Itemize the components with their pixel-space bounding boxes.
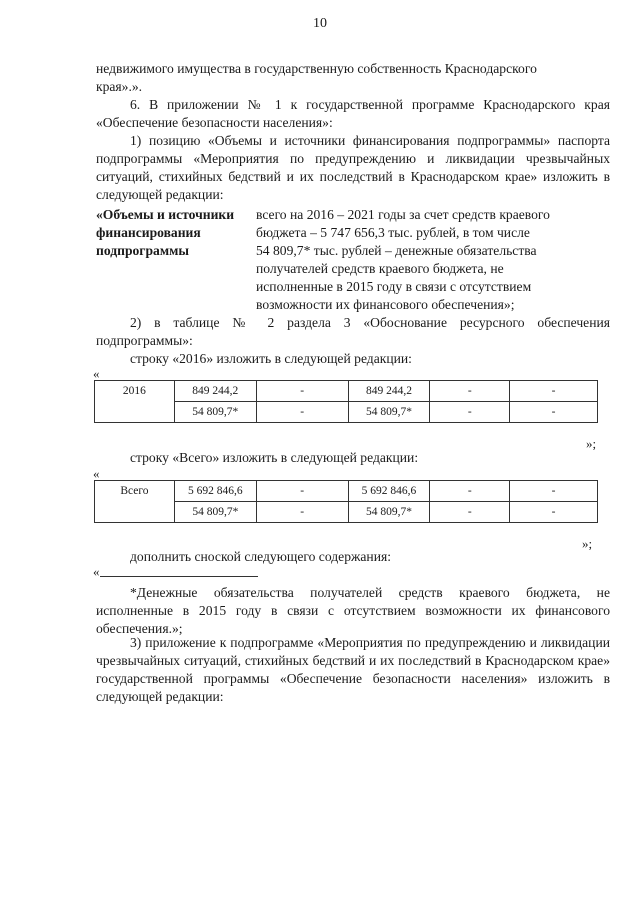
footnote-text: *Денежные обязательства получателей средств краевого бюджета, не исполненные в 2015 году в связи с отсутствием возможности их финансового обеспечения.»;: [96, 585, 610, 636]
table-cell: -: [430, 481, 510, 502]
item-6-paragraph: 6. В приложении № 1 к государственной программе Краснодарского края «Обеспечение безопасности населения»:: [96, 97, 610, 130]
table-cell: 54 809,7*: [174, 502, 256, 523]
table-cell: -: [430, 402, 510, 423]
passport-value-line: возможности их финансового обеспечения»;: [256, 297, 515, 312]
table-row: [95, 381, 598, 402]
table-cell: 5 692 846,6: [348, 481, 430, 502]
table-cell: 54 809,7*: [348, 502, 430, 523]
table-row-2016: [94, 380, 598, 423]
table-cell: -: [256, 502, 348, 523]
passport-label: [96, 206, 256, 260]
passport-value-line: 54 809,7* тыс. рублей – денежные обязательства: [256, 243, 537, 258]
table-cell: 849 244,2: [348, 381, 430, 402]
table-cell: 5 692 846,6: [174, 481, 256, 502]
table-cell: 849 244,2: [174, 381, 256, 402]
footnote-separator: [100, 576, 258, 577]
footnote-intro: дополнить сноской следующего содержания:: [130, 549, 392, 564]
open-quote-2016: «: [93, 366, 100, 381]
passport-value-line: бюджета – 5 747 656,3 тыс. рублей, в том числе: [256, 225, 530, 240]
table-cell: -: [510, 502, 598, 523]
intro-line-1: недвижимого имущества в государственную собственность Краснодарского: [96, 61, 537, 76]
item-1-paragraph: 1) позицию «Объемы и источники финансирования подпрограммы» паспорта подпрограммы «Мероприятия по предупреждению и ликвидации чрезвычайных ситуаций, стихийных бедствий и их последствий в Краснодарском крае» изложить в следующей редакции:: [96, 133, 610, 202]
table-cell: -: [256, 402, 348, 423]
passport-value-line: всего на 2016 – 2021 годы за счет средств краевого: [256, 207, 550, 222]
passport-value-line: исполненные в 2015 году в связи с отсутствием: [256, 279, 532, 294]
table-cell: -: [510, 481, 598, 502]
passport-label-line: «Объемы и источники: [96, 207, 235, 222]
table-cell: -: [510, 402, 598, 423]
passport-label-line: финансирования: [96, 225, 201, 240]
open-quote-total: «: [93, 466, 100, 481]
item-3-paragraph: 3) приложение к подпрограмме «Мероприятия по предупреждению и ликвидации чрезвычайных ситуаций, стихийных бедствий и их последствий в Краснодарском крае» государственной программы «Обеспечение безопасности населения» изложить в следующей редакции:: [96, 635, 610, 704]
close-quote-2016: »;: [586, 436, 597, 451]
table-cell: 54 809,7*: [174, 402, 256, 423]
close-quote-total: »;: [582, 536, 593, 551]
page-number: 10: [313, 16, 327, 31]
table-row-total: [94, 480, 598, 523]
intro-paragraph: [96, 60, 610, 96]
table-cell: -: [256, 381, 348, 402]
passport-label-line: подпрограммы: [96, 243, 189, 258]
table-cell: -: [430, 502, 510, 523]
passport-value: [256, 206, 556, 314]
table-cell: -: [430, 381, 510, 402]
table-cell: -: [510, 381, 598, 402]
table-row: [95, 481, 598, 502]
item-2-paragraph: 2) в таблице № 2 раздела 3 «Обоснование ресурсного обеспечения подпрограммы»:: [96, 315, 610, 348]
table-cell: -: [256, 481, 348, 502]
table-cell: 54 809,7*: [348, 402, 430, 423]
row-total-intro: строку «Всего» изложить в следующей редакции:: [130, 450, 419, 465]
passport-value-line: получателей средств краевого бюджета, не: [256, 261, 504, 276]
row-2016-intro: строку «2016» изложить в следующей редакции:: [130, 351, 412, 366]
open-quote-footnote: «: [93, 564, 100, 579]
row-label-cell: 2016: [95, 381, 175, 423]
row-label-cell: Всего: [95, 481, 175, 523]
intro-line-2: края».».: [96, 79, 143, 94]
